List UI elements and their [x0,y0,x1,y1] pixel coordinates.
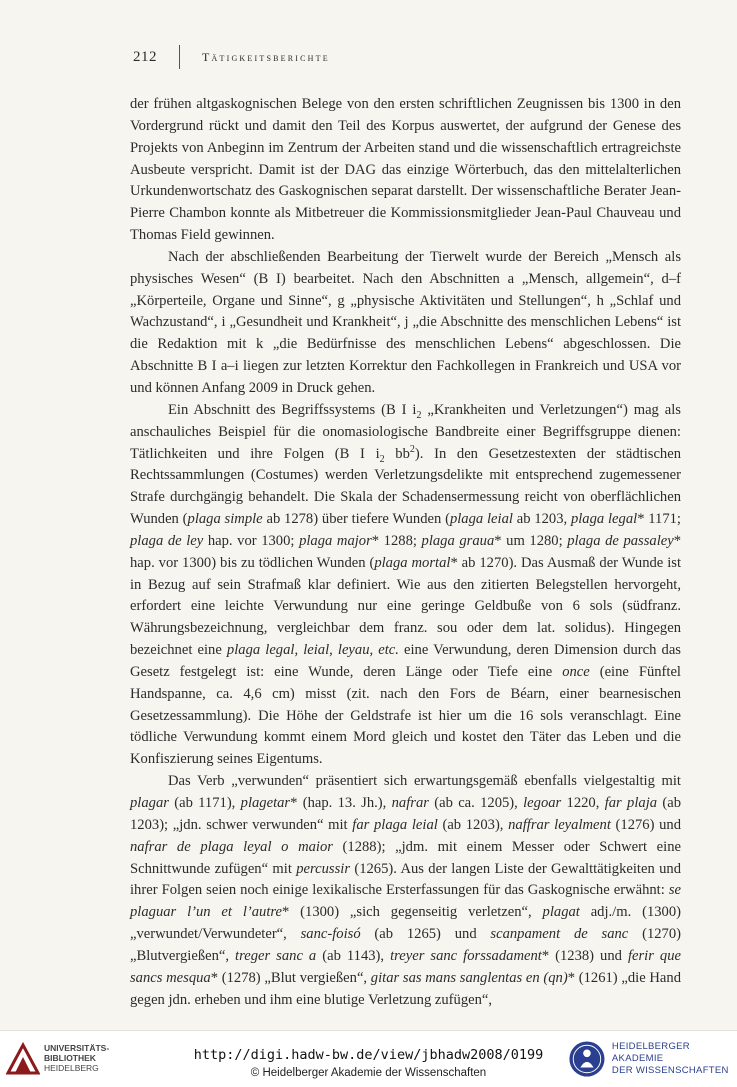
text-run: „Krankheiten und Verletzungen“) mag als anschauliches Beispiel für die onomasiologische Bandbreite einer Begriffsgruppe dienen: Tätlichkeiten und ihre Folgen (B I i [130,401,681,462]
gascon-term: plaga leial [449,511,513,528]
gascon-term: se plaguar l’un et l’autre [130,882,681,921]
text-run: (ab 1203); „jdn. schwer verwunden“ mit [130,795,681,833]
gascon-term: once [562,663,590,680]
running-header [133,44,693,70]
text-run: * 1288; [371,532,422,549]
paragraph-4 [130,771,681,1011]
gascon-term: nafrar [391,795,429,811]
header-divider [179,45,180,69]
text-run: (ab ca. 1205), [428,795,524,811]
gascon-term: plaga legal [570,511,638,528]
gascon-term: naffrar leyalment [508,816,611,833]
gascon-term: plaga de passaley [567,532,674,549]
text-run: (ab 1203), [437,816,509,833]
body-text [130,94,681,1011]
copyright-notice: © Heidelberger Akademie der Wissenschaften [250,1067,487,1079]
text-run: bb [384,445,410,462]
text-run: (1276) und [610,816,681,833]
text-run: Ein Abschnitt des Begriffssystems (B I i [168,401,417,418]
gascon-term: plagat [542,904,580,921]
gascon-term: ferir que sancs mesqua [130,947,682,986]
academy-seal-icon [568,1039,606,1079]
text-run: * (1278) „Blut vergießen“, [210,969,371,986]
gascon-term: plaga mortal [374,554,451,571]
page-number: 212 [133,48,157,65]
text-run: (eine Fünftel Handspanne, ca. 4,6 cm) misst (zit. nach den Fors de Béarn, einer bearnesischen Gesetzessammlung). Die Höhe der Geldstrafe ist hier um die 16 sols veranschlagt. Eine tödliche Verwundung kommt einem Mord gleich und kostet den Täter das Leben und die Konfiszierung seines Eigentums. [130,663,681,768]
gascon-term: treyer sanc forssadament [390,947,542,964]
gascon-term: plagar [130,795,169,811]
gascon-term: plaga de ley [130,532,204,549]
gascon-term: gitar sas mans sanglentas en (qn) [370,969,568,986]
text-run: * 1171; [637,511,681,528]
gascon-term: scanpament de sanc [490,926,629,943]
text-run: * (1300) „sich gegenseitig verletzen“, [282,904,543,921]
gascon-term: sanc-foisó [300,926,361,943]
text-run: * (1261) „die Hand gegen jdn. erheben und ihm eine blutige Verletzung zufügen“, [130,969,681,1008]
text-run: * ab 1270). Das Ausmaß der Wunde ist in Bezug auf sein Strafmaß klar definiert. Wie aus den zitierten Belegstellen hervorgeht, erfordert eine leichte Verwundung nur eine geringe Geldbuße von 6 sols (südfranz. Währungsbezeichnung, vergleichbar dem franz. sou oder dem lat. solidus). Hingegen bezeichnet eine [130,554,681,659]
gascon-term: legoar [523,795,562,811]
text-run: (ab 1171), [168,795,241,811]
text-run: * hap. vor 1300) bis zu tödlichen Wunden ( [130,532,682,571]
text-run: hap. vor 1300; [203,532,300,549]
gascon-term: far plaga leial [352,816,438,833]
text-run: eine Verwundung, deren Dimension durch das Gesetz festgelegt ist: eine Wunde, deren Länge oder Tiefe eine [130,642,681,680]
paragraph-3 [130,400,681,771]
paragraph-2: Nach der abschließenden Bearbeitung der Tierwelt wurde der Bereich „Mensch als physisches Wesen“ (B I) bearbeitet. Nach den Abschnitten a „Mensch, allgemein“, d–f „Körperteile, Organe und Sinne“, g „physische Aktivitäten und Stellungen“, h „Schlaf und Wachzustand“, i „Gesundheit und Krankheit“, j „die Abschnitte des menschlichen Lebens“ ist die Redaktion mit k „die Bedürfnisse des menschlichen Lebens“ abgeschlossen. Die Abschnitte B I a–i liegen zur letzten Korrektur den Fachkollegen in Frankreich und USA vor und können Anfang 2009 in Druck gehen. [130,248,681,396]
text-run: (1270) „Blutvergießen“, [130,926,681,964]
text-run: * (hap. 13. Jh.), [290,795,392,811]
gascon-term: nafrar de plaga leyal o maior [130,838,333,855]
subscript: 2 [416,409,422,421]
text-run: (ab 1265) und [360,926,491,943]
text-run: * (1238) und [541,947,628,964]
superscript: 2 [409,443,415,455]
logo-line: HEIDELBERG [44,1063,99,1073]
logo-line: BIBLIOTHEK [44,1053,96,1063]
digitization-footer [0,1030,737,1087]
subscript: 2 [379,453,385,465]
logo-line: DER WISSENSCHAFTEN [611,1065,729,1076]
academy-name [612,1041,737,1077]
permalink-url[interactable]: http://digi.hadw-bw.de/view/jbhadw2008/0199 [193,1047,544,1063]
gascon-term: plaga simple [187,511,263,528]
text-run: ). In den Gesetzestexten der städtischen Rechtssammlungen (Costumes) werden Verletzungsdelikte mit entsprechend zugemessener Strafe durchgängig behandelt. Die Skala der Schadensermessung reicht von oberflächlichen Wunden ( [130,445,681,528]
text-run: * um 1280; [494,532,568,549]
gascon-term: percussir [296,860,351,877]
text-run: ab 1278) über tiefere Wunden ( [262,511,450,528]
running-title: Tätigkeitsberichte [202,49,330,64]
text-run: adj./m. (1300) „verwundet/Verwundeter“, [130,904,681,943]
text-run: (1288); „jdm. mit einem Messer oder Schwert eine Schnittwunde zufügen“ mit [130,838,681,877]
paragraph-1: der frühen altgaskognischen Belege von den ersten schriftlichen Zeugnissen bis 1300 in den Vordergrund rückt und damit den Teil des Korpus auswertet, der aufgrund der Genese des Projekts von Anbeginn im Zentrum der Arbeiten stand und die wissenschaftlich ertragreichste Ausbeute verspricht. Damit ist der DAG das einzige Wörterbuch, das den mittelalterlichen Urkundenwortschatz des Gaskognischen separat darstellt. Der wissenschaftliche Berater Jean-Pierre Chambon konnte als Mitbetreuer die Kommissionsmitglieder Jean-Paul Chauveau und Thomas Field gewinnen. [130,96,681,244]
text-run: (1265). Aus der langen Liste der Gewalttätigkeiten und ihrer Folgen seien noch einige lexikalische Ersterfassungen für das Gaskognische erwähnt: [130,860,681,899]
logo-line: UNIVERSITÄTS- [44,1043,110,1053]
academy-logo[interactable] [568,1039,737,1079]
gascon-term: plaga graua [421,532,495,549]
text-run: 1220, [561,795,605,811]
gascon-term: plagetar [240,795,291,811]
gascon-term: plaga major [299,532,372,549]
text-run: (ab 1143), [316,947,391,964]
text-run: ab 1203, [512,511,571,528]
gascon-term: plaga legal, leial, leyau, etc. [226,642,399,659]
logo-line: HEIDELBERGER AKADEMIE [611,1041,690,1064]
gascon-term: treger sanc a [235,947,317,964]
gascon-term: far plaja [604,795,658,811]
text-run: Das Verb „verwunden“ präsentiert sich erwartungsgemäß ebenfalls vielgestaltig mit [168,773,681,790]
